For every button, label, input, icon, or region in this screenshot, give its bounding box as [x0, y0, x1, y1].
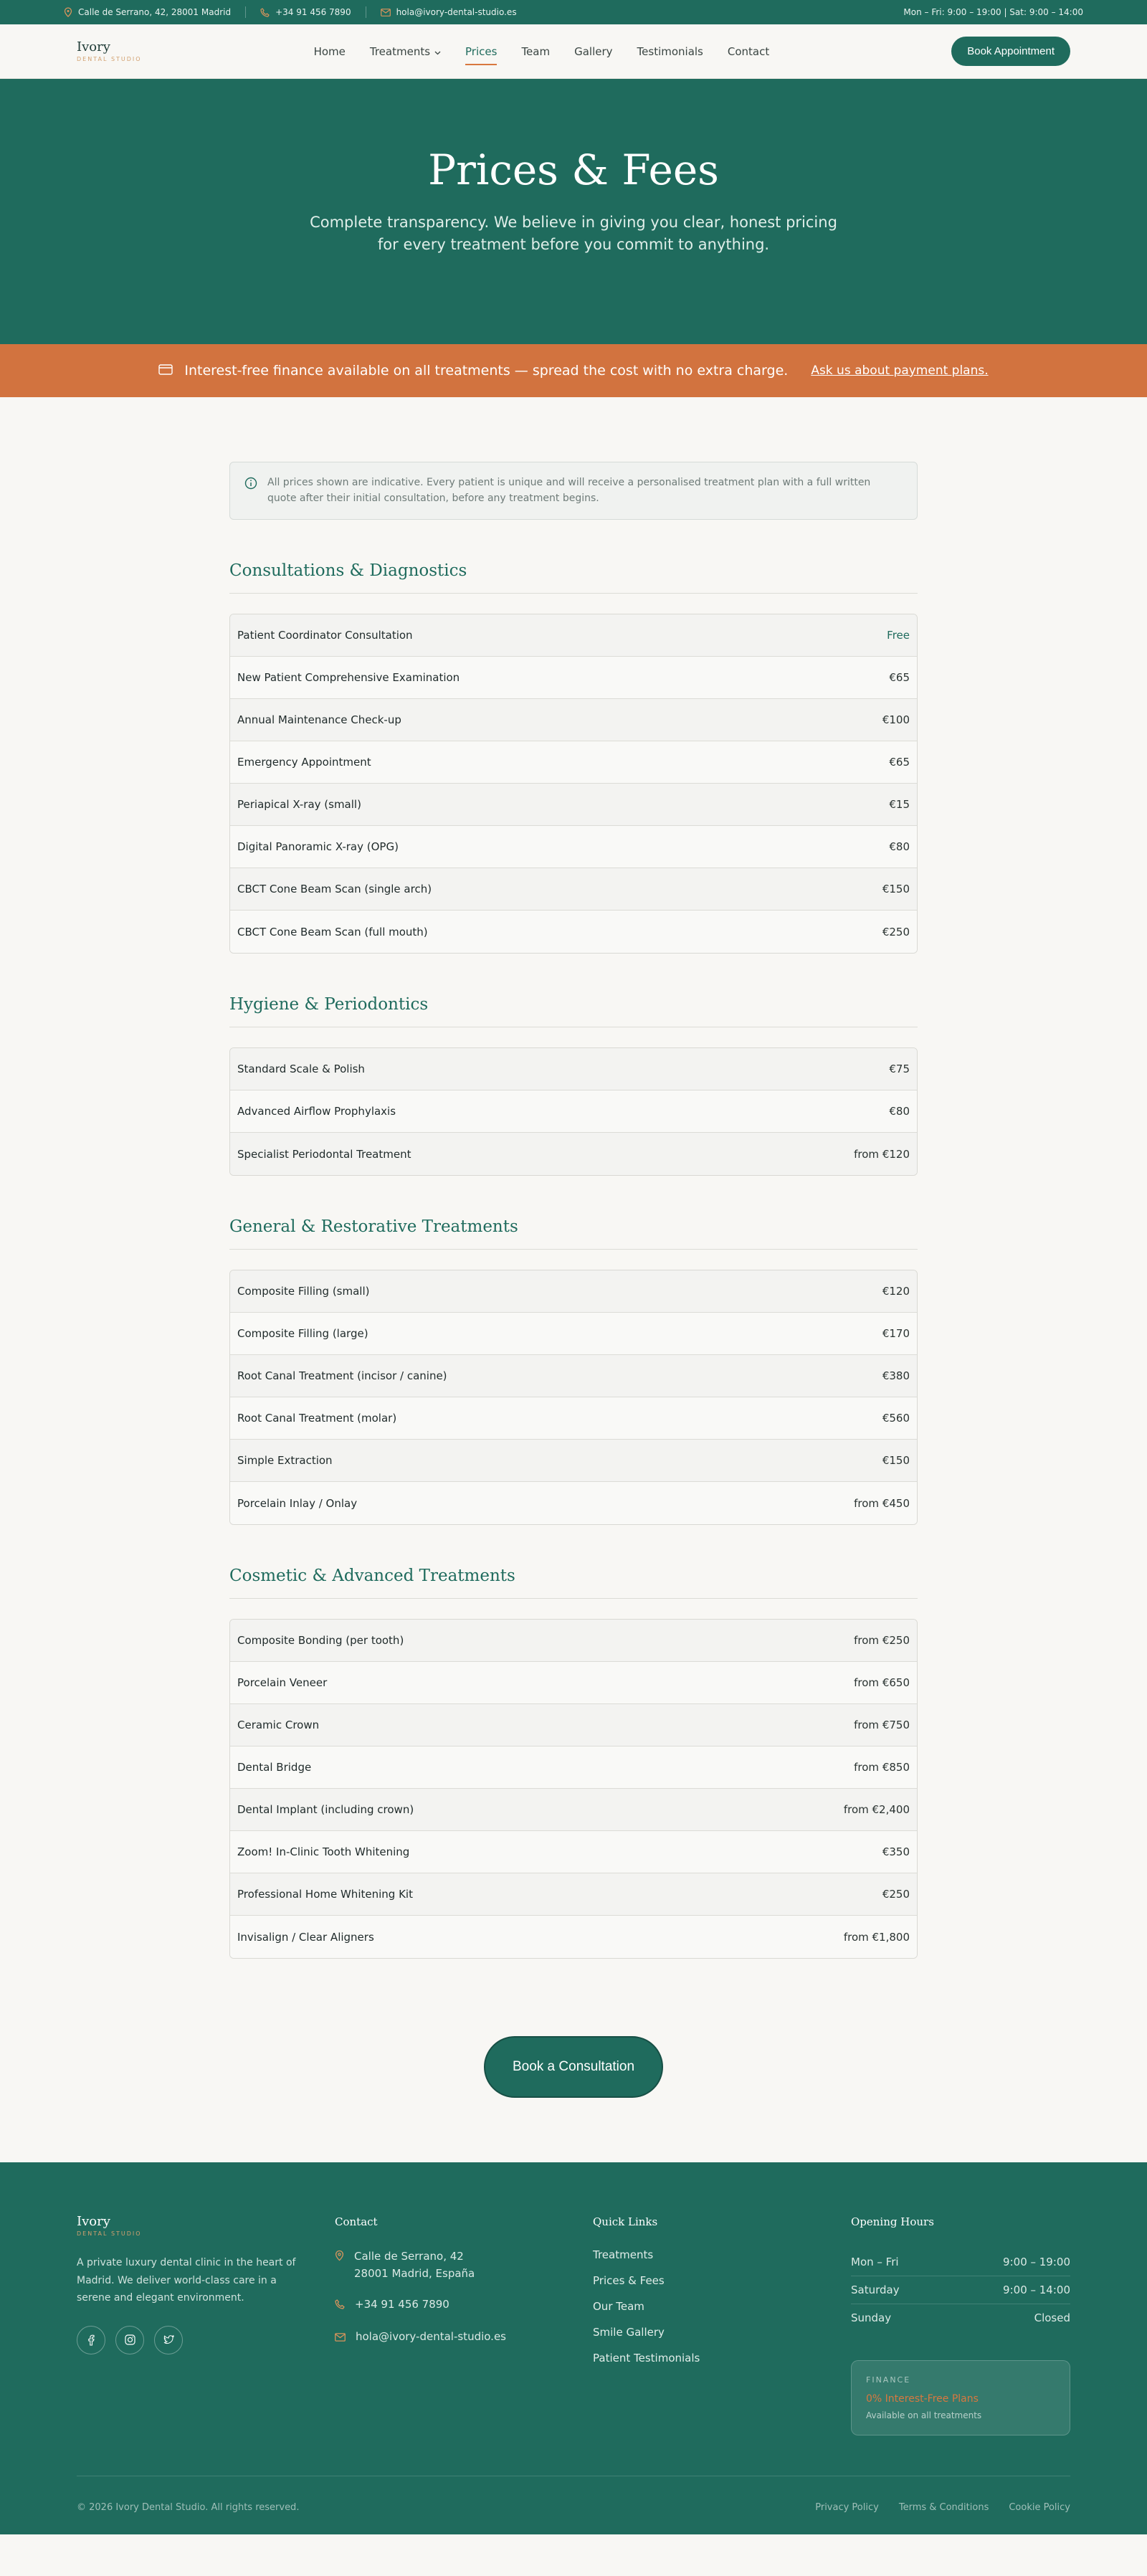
- price-section: [229, 1217, 918, 1525]
- price-row: [230, 1831, 917, 1873]
- mail-icon: [381, 9, 391, 16]
- nav-label: Contact: [727, 44, 770, 58]
- price-section: [229, 1567, 918, 1959]
- price-row: [230, 1789, 917, 1831]
- nav-menu: [314, 39, 770, 64]
- treatment-price: from €850: [854, 1761, 910, 1774]
- section-title: Hygiene & Periodontics: [229, 995, 918, 1027]
- treatment-name: Digital Panoramic X-ray (OPG): [237, 840, 399, 854]
- social-links: [77, 2326, 335, 2354]
- price-table: [229, 614, 918, 954]
- treatment-price: €65: [889, 671, 910, 685]
- book-appointment-button[interactable]: Book Appointment: [951, 37, 1070, 66]
- topbar-phone-text: +34 91 456 7890: [275, 7, 351, 17]
- price-row: [230, 1620, 917, 1662]
- phone-icon: [260, 8, 270, 17]
- price-row: [230, 1873, 917, 1916]
- nav-label: Home: [313, 44, 346, 58]
- treatment-price: €100: [882, 713, 910, 727]
- treatment-name: New Patient Comprehensive Examination: [237, 671, 460, 685]
- instagram-icon[interactable]: [115, 2326, 144, 2354]
- price-table: [229, 1047, 918, 1176]
- treatment-name: Patient Coordinator Consultation: [237, 629, 413, 642]
- treatment-price: from €450: [854, 1496, 910, 1510]
- price-row: [230, 868, 917, 911]
- footer-logo-tagline: DENTAL STUDIO: [77, 2230, 142, 2238]
- hours-time: 9:00 – 19:00: [1003, 2256, 1070, 2269]
- footer-logo[interactable]: [77, 2215, 335, 2237]
- price-table: [229, 1619, 918, 1959]
- finance-banner: [0, 344, 1147, 397]
- treatment-name: Advanced Airflow Prophylaxis: [237, 1105, 396, 1118]
- twitter-icon[interactable]: [154, 2326, 183, 2354]
- price-row: [230, 699, 917, 741]
- footer-description: A private luxury dental clinic in the heart of Madrid. We deliver world-class care in a serene and elegant environment.: [77, 2257, 296, 2304]
- treatment-price: €80: [889, 840, 910, 854]
- credit-card-icon: [158, 363, 173, 379]
- footer-phone[interactable]: [335, 2296, 593, 2314]
- treatment-name: Annual Maintenance Check-up: [237, 713, 401, 727]
- footer-link-treatments[interactable]: Treatments: [593, 2248, 654, 2262]
- price-row: [230, 1746, 917, 1789]
- address-line-2: 28001 Madrid, España: [354, 2266, 475, 2280]
- treatment-price: €350: [882, 1845, 910, 1859]
- facebook-icon[interactable]: [77, 2326, 105, 2354]
- info-icon: [244, 477, 257, 506]
- nav-item-gallery[interactable]: [574, 39, 612, 64]
- treatment-price: €65: [889, 756, 910, 769]
- treatment-name: Emergency Appointment: [237, 756, 371, 769]
- footer-contact-title: Contact: [335, 2215, 378, 2229]
- nav-label: Gallery: [574, 44, 613, 58]
- nav-item-prices[interactable]: [465, 39, 497, 64]
- treatment-name: Specialist Periodontal Treatment: [237, 1147, 411, 1161]
- price-row: [230, 1090, 917, 1133]
- map-pin-icon: [64, 7, 72, 17]
- treatment-price: €75: [889, 1063, 910, 1076]
- price-row: [230, 1482, 917, 1524]
- price-row: [230, 1440, 917, 1482]
- logo-tagline: DENTAL STUDIO: [77, 55, 142, 62]
- hero-subtitle: Complete transparency. We believe in giving you clear, honest pricing for every treatment before you commit to anything.: [310, 213, 837, 253]
- footer-link-team[interactable]: Our Team: [593, 2300, 644, 2314]
- finance-card: [851, 2360, 1070, 2435]
- footer-quick-title: Quick Links: [593, 2215, 658, 2229]
- treatment-name: Zoom! In-Clinic Tooth Whitening: [237, 1845, 410, 1859]
- book-consultation-button[interactable]: Book a Consultation: [484, 2036, 663, 2098]
- price-row: [230, 1355, 917, 1397]
- treatment-name: Porcelain Inlay / Onlay: [237, 1496, 358, 1510]
- treatment-price: Free: [887, 629, 910, 642]
- chevron-down-icon: [434, 45, 441, 58]
- legal-links: [815, 2502, 1070, 2513]
- treatment-name: Professional Home Whitening Kit: [237, 1888, 413, 1901]
- treatment-price: from €2,400: [843, 1803, 910, 1817]
- page-title: Prices & Fees: [428, 145, 719, 194]
- notice-text: All prices shown are indicative. Every patient is unique and will receive a personalised treatment plan with a full written quote after their initial consultation, before any treatment begins.: [267, 477, 871, 504]
- treatment-price: €380: [882, 1369, 910, 1383]
- top-info-bar: [0, 0, 1147, 24]
- nav-label: Team: [521, 44, 551, 58]
- treatment-price: €150: [882, 883, 910, 896]
- hours-row: [851, 2248, 1070, 2276]
- logo-name: Ivory: [77, 39, 110, 54]
- nav-label: Prices: [465, 44, 498, 58]
- map-pin-icon: [335, 2250, 344, 2282]
- cookie-policy-link[interactable]: Cookie Policy: [1009, 2502, 1070, 2514]
- price-row: [230, 657, 917, 699]
- price-row: [230, 826, 917, 868]
- price-row: [230, 614, 917, 657]
- price-section: [229, 995, 918, 1176]
- treatment-price: from €750: [854, 1719, 910, 1732]
- price-row: [230, 741, 917, 784]
- treatment-price: €15: [889, 798, 910, 812]
- finance-label: FINANCE: [866, 2375, 911, 2385]
- opening-hours-list: [851, 2248, 1070, 2332]
- treatment-price: from €650: [854, 1676, 910, 1690]
- nav-label: Testimonials: [637, 44, 703, 58]
- topbar-address-text: Calle de Serrano, 42, 28001 Madrid: [78, 7, 232, 17]
- nav-item-team[interactable]: [521, 39, 550, 64]
- hours-row: [851, 2304, 1070, 2332]
- footer-quick-links-column: [593, 2215, 851, 2435]
- treatment-name: Invisalign / Clear Aligners: [237, 1930, 374, 1944]
- treatment-name: CBCT Cone Beam Scan (full mouth): [237, 925, 428, 938]
- footer-hours-title: Opening Hours: [851, 2215, 934, 2229]
- treatment-name: Periapical X-ray (small): [237, 798, 361, 812]
- price-row: [230, 1048, 917, 1090]
- price-section: [229, 561, 918, 954]
- price-table: [229, 1270, 918, 1525]
- topbar-address: [64, 7, 231, 17]
- hours-day: Sunday: [851, 2311, 892, 2325]
- treatment-price: €250: [882, 1888, 910, 1901]
- copyright: © 2026 Ivory Dental Studio. All rights reserved.: [77, 2502, 300, 2514]
- payment-plans-link[interactable]: Ask us about payment plans.: [811, 363, 989, 378]
- topbar-email[interactable]: [381, 7, 517, 17]
- nav-item-home[interactable]: [314, 39, 346, 64]
- treatment-name: Standard Scale & Polish: [237, 1063, 365, 1076]
- treatment-name: Composite Filling (large): [237, 1327, 368, 1341]
- privacy-policy-link[interactable]: Privacy Policy: [815, 2502, 879, 2514]
- price-row: [230, 1397, 917, 1440]
- terms-link[interactable]: Terms & Conditions: [898, 2502, 989, 2514]
- price-row: [230, 784, 917, 826]
- footer-logo-name: Ivory: [77, 2214, 110, 2230]
- treatment-name: Dental Bridge: [237, 1761, 312, 1774]
- price-row: [230, 1270, 917, 1313]
- treatment-price: €120: [882, 1285, 910, 1298]
- footer-phone-text: +34 91 456 7890: [355, 2297, 449, 2311]
- treatment-name: Simple Extraction: [237, 1454, 333, 1468]
- treatment-price: from €120: [854, 1147, 910, 1161]
- treatment-name: Root Canal Treatment (molar): [237, 1412, 397, 1425]
- pricing-content: [229, 397, 918, 2162]
- finance-banner-text: Interest-free finance available on all treatments — spread the cost with no extra charge.: [184, 363, 789, 379]
- footer-link-testimonials[interactable]: Patient Testimonials: [593, 2352, 700, 2365]
- main-navigation: [0, 24, 1147, 79]
- hours-row: [851, 2276, 1070, 2304]
- treatment-price: from €250: [854, 1634, 910, 1648]
- price-row: [230, 1916, 917, 1958]
- section-title: Consultations & Diagnostics: [229, 561, 918, 594]
- treatment-price: €250: [882, 925, 910, 938]
- footer-link-gallery[interactable]: Smile Gallery: [593, 2326, 665, 2339]
- footer-address: [335, 2248, 593, 2282]
- treatment-price: €170: [882, 1327, 910, 1341]
- topbar-phone[interactable]: [260, 7, 351, 17]
- treatment-name: Porcelain Veneer: [237, 1676, 328, 1690]
- hours-day: Mon – Fri: [851, 2256, 899, 2269]
- pricing-notice: [229, 462, 918, 520]
- footer: [0, 2162, 1147, 2534]
- footer-brand-column: [77, 2215, 335, 2435]
- footer-bottom-bar: [77, 2476, 1070, 2513]
- footer-hours-column: [851, 2215, 1070, 2435]
- section-title: Cosmetic & Advanced Treatments: [229, 1567, 918, 1599]
- hours-time: Closed: [1034, 2311, 1070, 2325]
- treatment-price: €150: [882, 1454, 910, 1468]
- nav-item-treatments[interactable]: [370, 39, 441, 64]
- price-row: [230, 1313, 917, 1355]
- price-row: [230, 1662, 917, 1704]
- nav-item-contact[interactable]: [728, 39, 769, 64]
- section-title: General & Restorative Treatments: [229, 1217, 918, 1250]
- treatment-price: €80: [889, 1105, 910, 1118]
- treatment-name: Composite Filling (small): [237, 1285, 370, 1298]
- price-row: [230, 1133, 917, 1175]
- hero-section: [0, 79, 1147, 344]
- treatment-name: Composite Bonding (per tooth): [237, 1634, 404, 1648]
- topbar-email-text: hola@ivory-dental-studio.es: [396, 7, 517, 17]
- hours-time: 9:00 – 14:00: [1003, 2283, 1070, 2297]
- price-row: [230, 1704, 917, 1746]
- hours-day: Saturday: [851, 2283, 900, 2297]
- mail-icon: [335, 2330, 346, 2347]
- address-line-1: Calle de Serrano, 42: [354, 2250, 464, 2263]
- treatment-name: Ceramic Crown: [237, 1719, 320, 1732]
- footer-email[interactable]: [335, 2329, 593, 2347]
- topbar-hours: Mon – Fri: 9:00 – 19:00 | Sat: 9:00 – 14:00: [903, 7, 1083, 17]
- finance-title: 0% Interest-Free Plans: [866, 2393, 979, 2405]
- treatment-name: Root Canal Treatment (incisor / canine): [237, 1369, 447, 1383]
- price-row: [230, 911, 917, 953]
- phone-icon: [335, 2298, 345, 2314]
- footer-contact-column: [335, 2215, 593, 2435]
- treatment-price: €560: [882, 1412, 910, 1425]
- nav-item-testimonials[interactable]: [637, 39, 703, 64]
- treatment-name: Dental Implant (including crown): [237, 1803, 414, 1817]
- logo[interactable]: [77, 41, 142, 62]
- footer-link-prices[interactable]: Prices & Fees: [593, 2274, 665, 2288]
- treatment-price: from €1,800: [843, 1930, 910, 1944]
- finance-subtitle: Available on all treatments: [866, 2410, 982, 2421]
- treatment-name: CBCT Cone Beam Scan (single arch): [237, 883, 432, 896]
- nav-label: Treatments: [369, 44, 431, 58]
- footer-email-text: hola@ivory-dental-studio.es: [356, 2330, 506, 2344]
